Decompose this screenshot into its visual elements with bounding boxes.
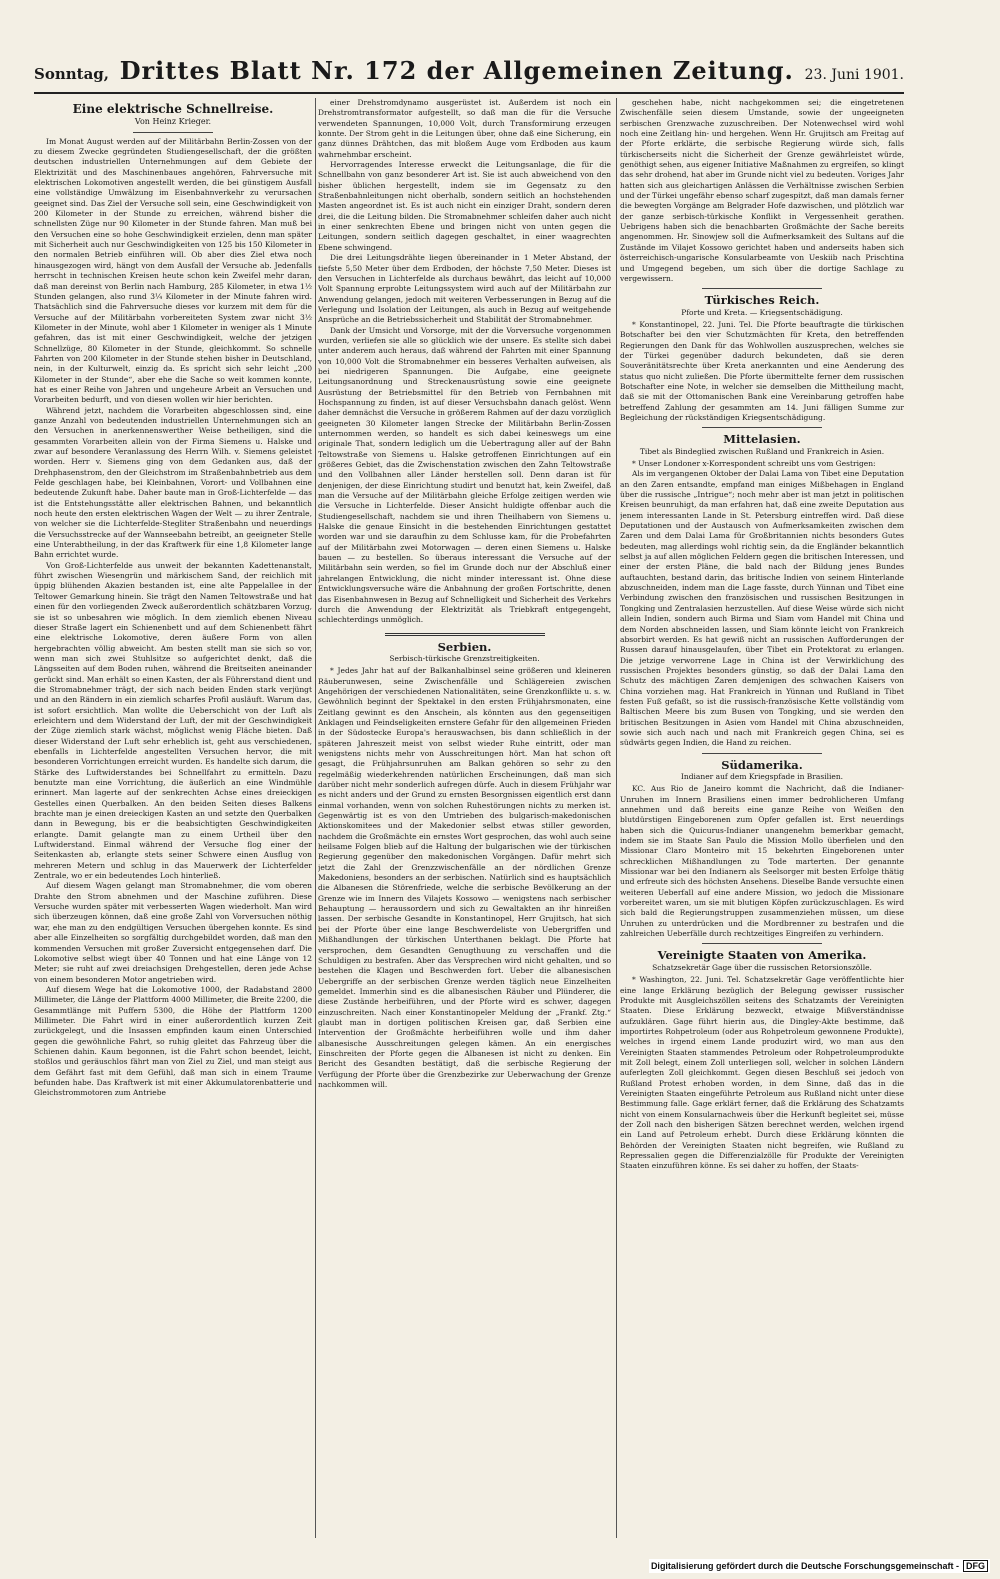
article-paragraph: * Washington, 22. Juni. Tel. Schatzsekretär Gage veröffentlichte hier eine lange Erklärung bezüglich der Belegung gewisser russischer Produkte mit Ausgleichszöllen seitens des Schatzamts der Vereinigten Staaten. Diese Erklärung bezweckt, etwaige Mißverständnisse aufzuklären. Gage führt hierin aus, die Dingley-Akte bestimme, daß importirtes Rohpetroleum (oder aus Rohpetroleum gewonnene Produkte), welches in irgend einem Lande produzirt wird, wo man aus den Vereinigten Staaten stammendes Petroleum oder Rohpetroleumprodukte mit Zoll belegt, einem Zoll unterliegen soll, welcher in solchen Ländern auferlegten Zoll gleichkommt. Gegen diesen Beschluß sei jedoch von Rußland Protest erhoben worden, in dem Sinne, daß das in die Vereinigten Staaten eingeführte Petroleum aus Rußland nicht unter diese Bestimmung falle. Gage erklärt ferner, daß die Erklärung des Schatzamts nicht von einem Konsularnachweis über die Herkunft begleitet sei, müsse der Zoll nach den bisherigen Sätzen berechnet werden, welchen irgend ein Land auf Petroleum erhebt. Durch diese Erklärung könnten die Behörden der Vereinigten Staaten nicht begreifen, wie Rußland zu Repressalien gegen die Differenzialzölle für Produkte der Vereinigten Staaten einzuführen könne. Es sei daher zu hoffen, der Staats- xyxy=(620,975,904,1171)
section-separator xyxy=(702,943,822,944)
masthead-date: 23. Juni 1901. xyxy=(804,67,904,83)
article-title: Eine elektrische Schnellreise. xyxy=(72,102,274,116)
masthead-title: Drittes Blatt Nr. 172 der Allgemeinen Zeitung. xyxy=(119,56,794,85)
article-paragraph: geschehen habe, nicht nachgekommen sei; die eingetretenen Zwischenfälle seien diesem Umstande, sowie der ungeeigneten serbischen Grenzwache zuzuschreiben. Der Notenwechsel wird wohl noch eine Zeitlang hin- und hergehen. Wenn Hr. Grujitsch am Freitag auf der Pforte erklärte, die serbische Regierung würde sich, falls türkischerseits nicht die Sicherheit der Grenze gewährleistet würde, genöthigt sehen, aus eigener Initiative Maßnahmen zu ergreifen, so klingt das sehr drohend, hat aber im Grunde nicht viel zu bedeuten. Voriges Jahr hatten sich aus gleichartigen Anlässen die Verhältnisse zwischen Serbien und der Türkei ungefähr ebenso scharf zugespitzt, daß man damals ferner die bewegten Vorgänge am Belgrader Hofe dazwischen, und plötzlich war der ganze serbisch-türkische Konflikt in Vergessenheit gerathen. Uebrigens haben sich die benachbarten Großmächte der Sache bereits angenommen. Hr. Sinowjew soll die Aufmerksamkeit des Sultans auf die Zustände im Vilajet Kossowo gerichtet haben und anderseits haben sich österreichisch-ungarische Konsularbeamte von Ueskiib nach Prischtina und Umgegend begeben, um sich über die dortige Sachlage zu vergewissern. xyxy=(620,98,904,283)
digitization-footer xyxy=(649,1559,990,1573)
section-title-serbien: Serbien. xyxy=(437,639,492,654)
article-paragraph: Auf diesem Wagen gelangt man Stromabnehmer, die vom oberen Drahte den Strom abnehmen und der Maschine zuführen. Diese Versuche wurden später mit verbesserten Wagen wiederholt. Man wird sich überzeugen können, daß eine große Zahl von Vorversuchen nöthig war, ehe man zu den endgültigen Versuchen übergehen konnte. Es sind aber alle Einzelheiten so sorgfältig durchgebildet worden, daß man den kommenden Versuchen mit großer Zuversicht entgegensehen darf. Die Lokomotive selbst wiegt über 40 Tonnen und hat eine Länge von 12 Meter; sie ruht auf zwei dreiachsigen Drehgestellen, deren jede Achse von einem besonderen Motor angetrieben wird. xyxy=(34,881,312,984)
section-subhead: Pforte und Kreta. — Kriegsentschädigung. xyxy=(681,307,843,317)
section-title-tuerkisches-reich: Türkisches Reich. xyxy=(704,293,820,308)
footer-text: Digitalisierung gefördert durch die Deutsche Forschungsgemeinschaft - xyxy=(650,1561,959,1571)
article-byline: Von Heinz Krieger. xyxy=(134,117,212,127)
masthead-day: Sonntag, xyxy=(34,65,110,83)
article-paragraph: einer Drehstromdynamo ausgerüstet ist. Außerdem ist noch ein Drehstromtransformator aufgestellt, so daß man die für die Versuche verwendeten Spannungen, 10,000 Volt, durch Transformirung erzeugen konnte. Der Strom geht in die Leitungen über, ohne daß eine Sicherung, ein ganz dünnes Drähtchen, das mit bloßem Auge vom Erdboden aus kaum wahrnehmbar erscheint. xyxy=(318,98,611,159)
column-divider-1 xyxy=(315,98,316,1538)
section-subhead: Indianer auf dem Kriegspfade in Brasilien. xyxy=(680,771,844,781)
title-rule xyxy=(133,132,213,133)
dfg-logo: DFG xyxy=(963,1560,988,1572)
section-subhead: Schatzsekretär Gage über die russischen Retorsionszölle. xyxy=(652,962,872,972)
article-paragraph: Auf diesem Wege hat die Lokomotive 1000, der Radabstand 2800 Millimeter, die Länge der Plattform 4000 Millimeter, die Breite 2200, die Gesammtlänge mit Puffern 5300, die Höhe der Plattform 1200 Millimeter. Die Fahrt wird in einer außerordentlich kurzen Zeit zurückgelegt, und die Insassen empfinden kaum einen Unterschied gegen die gewöhnliche Fahrt, so ruhig gleitet das Fahrzeug über die Schienen dahin. Kaum begonnen, ist die Fahrt schon beendet, leicht, stoßlos und geräuschlos fährt man von Ziel zu Ziel, und man steigt aus dem Gefährt fast mit dem Gefühl, daß man sich in einem Traume befunden habe. Das Kraftwerk ist mit einer Akkumulatorenbatterie und Gleichstrommotoren zum Antriebe xyxy=(34,984,312,1098)
article-paragraph: Als im vergangenen Oktober der Dalai Lama von Tibet eine Deputation an den Zaren entsandte, empfand man einiges Mißbehagen in England über die russische „Intrigue“; noch mehr aber ist man jetzt in politischen Kreisen beunruhigt, da man erfahren hat, daß eine zweite Deputation aus jenem interessanten Lande in St. Petersburg eintreffen wird. Daß diese Deputationen und der Austausch von Aufmerksamkeiten zwischen dem Zaren und dem Dalai Lama für Großbritannien nichts besonders Gutes bedeuten, mag allerdings wohl richtig sein, da die Engländer bekanntlich selbst ja auf allen möglichen Feldern gegen die britischen Interessen, und einer der ersten Pläne, die bald nach der Bildung jenes Bundes auftauchten, bestand darin, das britische Indien von seinem Hinterlande abzuschneiden, indem man die Lage fasste, durch Yünnan und Tibet eine Verbindung zwischen den französischen und russischen Besitzungen in Tongking und Zentralasien herzustellen. Auf diese Weise würde sich nicht allein Indien, sondern auch Birma und Siam vom Handel mit China und dem Norden abschneiden lassen, und Siam könnte leicht von Frankreich absorbirt werden. Es hat gewiß nicht an russischen Aufforderungen der Russen darauf hinausgelaufen, über Tibet ein Protektorat zu erlangen. Die jetzige verworrene Lage in China ist der Verwirklichung des russischen Projektes besonders günstig, so daß der Dalai Lama den Schutz des mächtigen Zaren demjenigen des schwachen Kaisers von China vorziehen mag. Hat Frankreich in Yünnan und Rußland in Tibet festen Fuß gefaßt, so ist die russisch-französische Kette vollständig vom Baltischen Meere bis zum Busen von Tongking, und sie werden den britischen Besitzungen in Asien vom Handel mit China abzuschneiden, sowie sich auch nach und nach mit Frankreich gegen China, sei es südwärts gegen Indien, die Hand zu reichen. xyxy=(620,469,904,748)
article-paragraph: Im Monat August werden auf der Militärbahn Berlin-Zossen von der zu diesem Zwecke gegründeten Studiengesellschaft, der die größten deutschen industriellen Unternehmungen auf dem Gebiete der Elektrizität und des Maschinenbaues angehören, Fahrversuche mit elektrischen Lokomotiven angestellt werden, die bei günstigem Ausfall eine vollständige Umwälzung im Eisenbahnverkehr zu verursachen geeignet sind. Das Ziel der Versuche soll sein, eine Geschwindigkeit von 200 Kilometer in der Stunde zu erreichen, während bisher die schnellsten Züge nur 90 Kilometer in der Stunde fahren. Man muß bei den Versuchen eine so hohe Geschwindigkeit erzielen, denn man später mit Sicherheit auch nur Geschwindigkeiten von 125 bis 150 Kilometer in den normalen Betrieb einführen will. Ob aber dies Ziel etwa noch hinausgezogen wird, hängt von dem Ausfall der Versuche ab. Jedenfalls herrscht in technischen Kreisen heute schon kein Zweifel mehr daran, daß man dereinst von Berlin nach Hamburg, 285 Kilometer, in etwa 1½ Stunden gelangen, also rund 3¼ Kilometer in der Minute fahren wird. Thatsächlich sind die Fahrversuche dieses vor kurzem mit dem für die Versuche auf der Militärbahn vorbereiteten System zwar nicht 3½ Kilometer in der Minute, wohl aber 1 Kilometer in weniger als 1 Minute gefahren, das ist mit einer Geschwindigkeit, welche der jetzigen Schnellzüge, 80 Kilometer in der Stunde, gleichkommt. So schnelle Fahrten von 200 Kilometer in der Stunde stehen bisher in Deutschland, nein, in der Kulturwelt, einzig da. Es spricht sich sehr leicht „200 Kilometer in der Stunde“, aber ehe die Sache so weit kommen konnte, hat es einer Reihe von Jahren und ungeheure Arbeit an Versuchen und Vorarbeiten bedurft, und von diesen wollen wir hier berichten. xyxy=(34,136,312,405)
section-subhead: Tibet als Bindeglied zwischen Rußland und Frankreich in Asien. xyxy=(639,446,885,456)
section-separator xyxy=(702,288,822,289)
section-subhead: Serbisch-türkische Grenzstreitigkeiten. xyxy=(389,653,540,663)
masthead-rule xyxy=(34,92,904,94)
article-paragraph: * Jedes Jahr hat auf der Balkanhalbinsel seine größeren und kleineren Räuberunwesen, seine Zwischenfälle und Schlägereien zwischen Angehörigen der verschiedenen Nationalitäten, seine Grenzkonflikte u. s. w. Gewöhnlich beginnt der Spektakel in den ersten Frühjahrsmonaten, eine Zeitlang gewinnt es den Anschein, als könnten aus den gegenseitigen Anklagen und Feindseligkeiten ernstere Gefahr für den allgemeinen Frieden in der Südostecke Europa's herauswachsen, bis dann schließlich in der späteren Jahreszeit meist von selbst wieder Ruhe eintritt, oder man wenigstens nichts mehr von Ausschreitungen hört. Man hat schon oft gesagt, die Frühjahrsunruhen am Balkan gehören so sehr zu den regelmäßig wiederkehrenden natürlichen Erscheinungen, daß man sich darüber nicht mehr sonderlich aufregen dürfe. Auch in diesem Frühjahr war es nicht anders und der Grund zu ernsten Besorgnissen eigentlich erst dann einmal vorhanden, wenn von solchen Ruhestörungen nichts zu merken ist. Gegenwärtig ist es von den Umtrieben des bulgarisch-makedonischen Aktionskomitees und der Makedonier selbst etwas stiller geworden, nachdem die Großmächte ein ernstes Wort gesprochen, das wohl auch seine heilsame Folgen blieb auf die Haltung der bulgarischen wie der türkischen Regierung gegenüber den makedonischen Vorgängen. Dafür mehrt sich jetzt die Zahl der Grenzzwischenfälle an der nördlichen Grenze Makedoniens, besonders an der serbischen. Natürlich sind es hauptsächlich die Albanesen die Störenfriede, welche die serbische Bevölkerung an der Grenze wie im Innern des Vilajets Kossowo — wenigstens nach serbischer Behauptung — heraussordern und sich zu Gewaltakten an ihr hinreißen lassen. Der serbische Gesandte in Konstantinopel, Herr Grujitsch, hat sich bei der Pforte über eine lange Beschwerdeliste von Uebergriffen und Mißhandlungen der türkischen Unterthanen beklagt. Die Pforte hat versprochen, dem Gesandten Genugthuung zu verschaffen und die Schuldigen zu bestrafen. Aber das Versprechen wird nicht gehalten, und so bestehen die Klagen und Beschwerden fort. Ueber die albanesischen Uebergriffe an der serbischen Grenze werden täglich neue Einzelheiten gemeldet. Immerhin sind es die albanesischen Räuber und Plünderer, die diese Zustände herbeiführen, und der Pforte wird es schwer, dagegen einzuschreiten. Nach einer Konstantinopeler Meldung der „Frankf. Ztg.“ glaubt man in dortigen politischen Kreisen gar, daß Serbien eine Intervention der Großmächte herbeiführen wolle und ihm daher albanesische Ausschreitungen gelegen kämen. An ein energisches Einschreiten der Pforte gegen die Albanesen ist nicht zu denken. Ein Bericht des Gesandten bestätigt, daß die serbische Regierung der Verfügung der Pforte über die Grenzbezirke zur Ueberwachung der Grenze nachkommen will. xyxy=(318,666,611,1089)
column-3 xyxy=(620,98,904,1538)
section-separator xyxy=(702,427,822,428)
column-1 xyxy=(34,98,312,1538)
masthead xyxy=(34,56,904,90)
article-paragraph: KC. Aus Rio de Janeiro kommt die Nachricht, daß die Indianer-Unruhen im Innern Brasiliens einen immer bedrohlicheren Umfang annehmen und daß bereits eine ganze Reihe von Weißen den blutdürstigen Eingeborenen zum Opfer gefallen ist. Erst neuerdings haben sich die Quicurus-Indianer unangenehm bemerkbar gemacht, indem sie im Staate San Paulo die Mission Mollo überfielen und den Missionar Claro Monteiro mit 15 bekehrten Eingeborenen unter schrecklichen Mißhandlungen zu Tode marterten. Der genannte Missionar war bei den Indianern als Seelsorger mit besten Erfolge thätig und erfreute sich des höchsten Ansehens. Dieselbe Bande versuchte einen weiteren Ueberfall auf eine andere Mission, wo jedoch die Missionare vorbereitet waren, um sie mit blutigen Köpfen zurückzuschlagen. Es wird sich bald die Regierungstruppen zusammenziehen müssen, um diese Unruhen zu unterdrücken und die Mordbrenner zu bestrafen und die zahlreichen Ueberfälle durch rechtzeitiges Eingreifen zu verhindern. xyxy=(620,784,904,939)
section-separator xyxy=(385,633,545,636)
article-paragraph: * Konstantinopel, 22. Juni. Tel. Die Pforte beauftragte die türkischen Botschafter bei den vier Schutzmächten für Kreta, den betreffenden Regierungen den Dank für das Wohlwollen auszusprechen, welches sie der Türkei gegenüber dadurch bekundeten, daß sie deren Souveränitätsrechte über Kreta anerkannten und eine Aenderung des status quo nicht zuließen. Die Pforte übermittelte ferner dem russischen Botschafter eine Note, in welcher sie demselben die Mittheilung macht, daß sie mit der Ottomanischen Bank eine Vereinbarung getroffen habe betreffend Zahlung der gesammten am 14. Juni fälligen Summe zur Begleichung der rückständigen Kriegsentschädigung. xyxy=(620,319,904,422)
article-paragraph: Während jetzt, nachdem die Vorarbeiten abgeschlossen sind, eine ganze Anzahl von bedeutenden industriellen Unternehmungen sich an den Versuchen in anerkennenswerther Weise betheiligen, sind die gesammten Vorarbeiten allein von der Firma Siemens u. Halske und zwar auf besondere Veranlassung des Herrn Wilh. v. Siemens geleistet worden. Herr v. Siemens ging von dem Gedanken aus, daß der Drehphasenstrom, den der Gleichstrom im Straßenbahnbetrieb aus dem Felde geschlagen habe, bei Kleinbahnen, Vorort- und Vollbahnen eine bedeutende Zukunft habe. Daher baute man in Groß-Lichterfelde — das ist die Entstehungsstätte aller elektrischen Bahnen, und bekanntlich noch heute den ersten elektrischen Wagen der Welt — zu ihrer Zentrale, von welcher sie die Lichterfelde-Stegliter Straßenbahn und neuerdings die Versuchsstrecke auf der Wannseebahn betreibt, an geeigneter Stelle eine Unterabtheilung, in der das Kraftwerk für eine 1,8 Kilometer lange Bahn errichtet wurde. xyxy=(34,405,312,560)
article-paragraph: Hervorragendes Interesse erweckt die Leitungsanlage, die für die Schnellbahn von ganz besonderer Art ist. Sie ist auch abweichend von den bisher üblichen hergestellt, indem sie im Gegensatz zu den Straßenbahnleitungen nicht oberhalb, sondern seitlich an hochstehenden Masten angeordnet ist. Es ist auch nicht ein einziger Draht, sondern deren drei, die die Leitung bilden. Die Stromabnehmer schleifen daher auch nicht in einer senkrechten Ebene und bringen nicht von unten gegen die Leitungen, sondern seitlich dagegen geschaltet, in einer waagrechten Ebene schwingend. xyxy=(318,160,611,252)
column-2 xyxy=(318,98,611,1538)
article-paragraph: Dank der Umsicht und Vorsorge, mit der die Vorversuche vorgenommen wurden, verliefen sie alle so glücklich wie der unsere. Es stellte sich dabei unter anderem auch heraus, daß während der Fahrten mit einer Spannung von 10,000 Volt die Stromabnehmer ein besseres Verhalten aufweisen, als bei niedrigeren Spannungen. Die Aufgabe, eine geeignete Leitungsanordnung und Streckenausrüstung sowie eine geeignete Ausrüstung der Betriebsmittel für den Betrieb von Fernbahnen mit Hochspannung zu finden, ist auf dieser Versuchsbahn danach gelöst. Wenn daher demnächst die Versuche in größerem Rahmen auf der dazu vorzüglich geeigneten 30 Kilometer langen Strecke der Militärbahn Berlin-Zossen unternommen werden, so handelt es sich dabei keineswegs um eine originale That, sondern lediglich um die Uebertragung aller auf der Bahn Teltowstraße von Siemens u. Halske getroffenen Einrichtungen auf ein größeres Gebiet, das die Zwischenstation zwischen den Zahn Teltowstraße und den Vollbahnen aller Länder herstellen soll. Denn daran ist für denjenigen, der diese Einrichtung studirt und benutzt hat, kein Zweifel, daß man die Versuche auf der Militärbahn gleiche Erfolge zeitigen werden wie die Versuche in Lichterfelde. Dieser Ansicht huldigte offenbar auch die Studiengesellschaft, nachdem sie und ihren Theilhabern von Siemens u. Halske die genaue Einsicht in die bestehenden Einrichtungen gestattet worden war und sie daraufhin zu dem Schlusse kam, für die Probefahrten auf der Militärbahn zwei Motorwagen — deren einen Siemens u. Halske bauen — zu bestellen. So überaus interessant die Versuche auf der Militärbahn sein werden, so fiel im Grunde doch nur der Abschluß einer jahrelangen Entwicklung, die nicht minder interessant ist. Ohne diese Entwicklungsversuche wäre die Anbahnung der großen Fortschritte, denen das Eisenbahnwesen in Bezug auf Schnelligkeit und Sicherheit des Verkehrs durch die Anwendung der Elektrizität als Triebkraft entgegengeht, schlechterdings unmöglich. xyxy=(318,325,611,625)
article-paragraph: * Unser Londoner x-Korrespondent schreibt uns vom Gestrigen: xyxy=(632,459,876,468)
section-title-mittelasien: Mittelasien. xyxy=(723,432,801,447)
section-title-vereinigte-staaten: Vereinigte Staaten von Amerika. xyxy=(657,948,867,963)
section-title-suedamerika: Südamerika. xyxy=(721,757,803,772)
section-separator xyxy=(702,753,822,754)
article-paragraph: Die drei Leitungsdrähte liegen übereinander in 1 Meter Abstand, der tiefste 5,50 Meter über dem Erdboden, der höchste 7,50 Meter. Dieses ist den Versuchen in Lichterfelde als durchaus bewährt, das leicht auf 10,000 Volt Spannung erprobte Leitungssystem wird auch auf der Militärbahn zur Anwendung gelangen, jedoch mit weiteren Verbesserungen in Bezug auf die Verlegung und Isolation der Leitungen, als auch in Bezug auf weitgehende Ansprüche an die Betriebssicherheit und Stabilität der Stromabnehmer. xyxy=(318,253,611,325)
article-paragraph: Von Groß-Lichterfelde aus unweit der bekannten Kadettenanstalt, führt zwischen Wiesengrün und märkischem Sand, der reichlich mit üppig blühenden Akazien bestanden ist, eine alte Pappelallee in der Teltower Gemarkung hinein. Sie trägt den Namen Teltowstraße und hat einen für den vorliegenden Zweck außerordentlich schätzbaren Vorzug, sie ist so unbesahren wie möglich. In dem ziemlich ebenen Niveau dieser Straße lagert ein Schienenbett und auf dem Schienenbett fährt eine elektrische Lokomotive, deren äußere Form von allen hergebrachten völlig abweicht. Am besten stellt man sie sich so vor, wenn man sich zwei Stuhlsitze so aufgerichtet denkt, daß die Längsseiten auf dem Boden ruhen, während die Breitseiten aneinander gerückt sind. Man erhält so einen Kasten, der als Führerstand dient und die Stromabnehmer trägt, der sich nach beiden Enden stark verjüngt und an den Rändern in ein ziemlich scharfes Profil ausläuft. Warum das, ist sofort ersichtlich. Man wollte die Ueberschicht von der Luft als erleichtern und dem Widerstand der Luft, der mit der Geschwindigkeit der Züge ziemlich stark wächst, möglichst wenig Fläche bieten. Daß dieser Widerstand der Luft sehr erheblich ist, geht aus verschiedenen, ebenfalls in Lichterfelde angestellten Versuchen hervor, die mit besonderen Vorrichtungen erreicht wurden. Es handelte sich darum, die Stärke des Luftwiderstandes bei Schnellfahrt zu ermitteln. Dazu benutzte man eine Vorrichtung, die äußerlich an eine Windmühle erinnert. Man lagerte auf der senkrechten Achse eines dreieckigen Gestelles einen Querbalken. An den beiden Seiten dieses Balkens brachte man je einen dreieckigen Kasten an und setzte den Querbalken dann in Bewegung, bis er die beabsichtigten Geschwindigkeiten erlangte. Damit gelangte man zu einem Urtheil über den Luftwiderstand. Einmal während der Versuche flog einer der Seitenkasten ab, erlangte stets seiner Schwere einen Ausflug von mehreren Metern und schlug in das Mauerwerk der Lichterfelder Zentrale, wo er ein bedeutendes Loch hinterließ. xyxy=(34,560,312,881)
column-divider-2 xyxy=(616,98,617,1538)
